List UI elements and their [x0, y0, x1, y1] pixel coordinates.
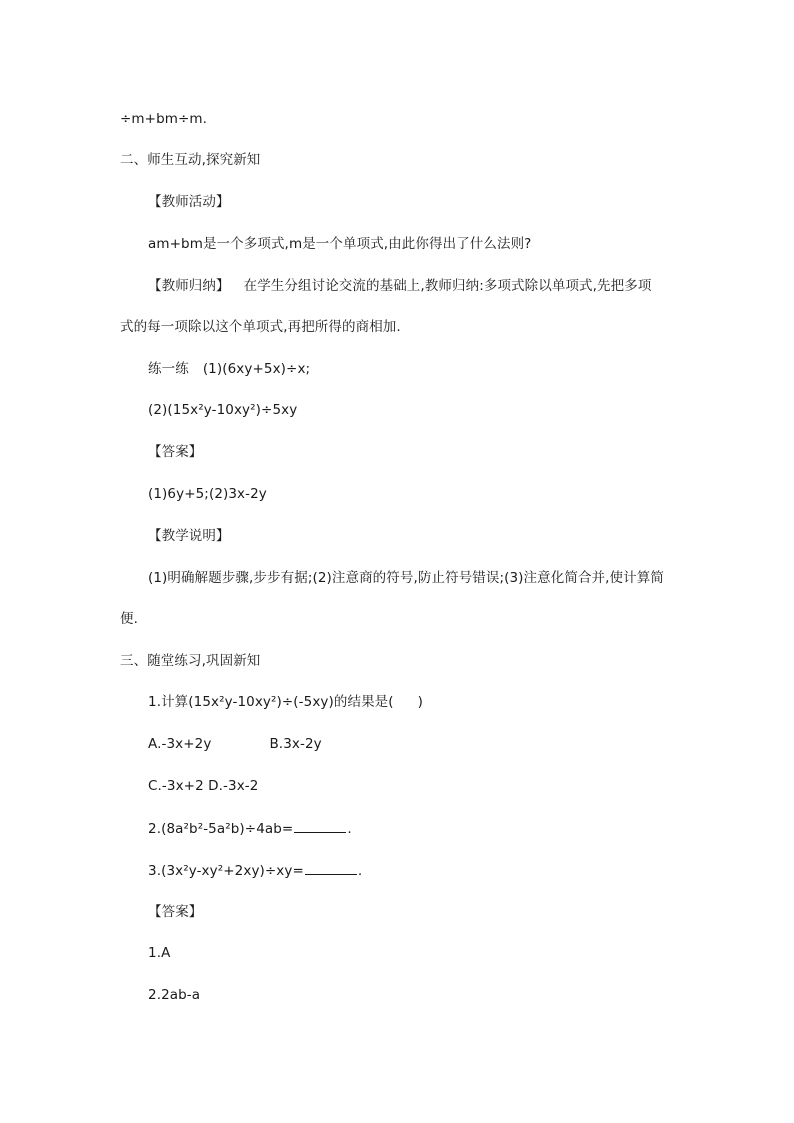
exercise-3-period: .	[357, 863, 363, 879]
teaching-notes-continued: 便.	[120, 611, 138, 627]
answer-1: 1.A	[148, 945, 171, 961]
text-line	[148, 401, 297, 419]
label-line	[148, 443, 202, 461]
text-line	[120, 318, 401, 336]
text-line	[148, 986, 200, 1004]
question-text: am+bm是一个多项式,m是一个单项式,由此你得出了什么法则?	[148, 236, 532, 252]
section-heading-text: 三、随堂练习,巩固新知	[120, 653, 261, 669]
text-line	[148, 485, 267, 503]
teaching-notes-text: (1)明确解题步骤,步步有据;(2)注意商的符号,防止符号错误;(3)注意化简合并,使计算简	[148, 570, 664, 586]
text-line	[148, 735, 322, 753]
answer-blank	[305, 861, 357, 875]
summary-text: 在学生分组讨论交流的基础上,教师归纳:多项式除以单项式,先把多项	[243, 278, 652, 294]
label-line	[148, 193, 230, 211]
exercise-1-question: 1.计算(15x²y-10xy²)÷(-5xy)的结果是(	[148, 694, 394, 710]
section-heading	[120, 652, 260, 670]
options-c-d: C.-3x+2 D.-3x-2	[148, 778, 259, 794]
option-a: A.-3x+2y	[148, 736, 212, 752]
teaching-notes-label: 【教学说明】	[148, 528, 230, 544]
exercise-1-paren: )	[417, 694, 424, 710]
practice-label: 练一练	[148, 361, 189, 377]
teacher-activity-label: 【教师活动】	[148, 194, 230, 210]
summary-text-continued: 式的每一项除以这个单项式,再把所得的商相加.	[120, 319, 401, 335]
section-heading-text: 二、师生互动,探究新知	[120, 152, 261, 168]
text-line	[148, 360, 310, 378]
answer-text: (1)6y+5;(2)3x-2y	[148, 486, 267, 502]
text-line	[120, 110, 207, 128]
text-line	[120, 610, 138, 628]
section-heading	[120, 151, 260, 169]
text-line	[148, 777, 258, 795]
formula-fragment: ÷m+bm÷m.	[120, 111, 208, 127]
option-b: B.3x-2y	[269, 736, 322, 752]
text-line	[148, 861, 362, 880]
exercise-3-question: 3.(3x²y-xy²+2xy)÷xy=	[148, 863, 304, 879]
answer-label: 【答案】	[148, 904, 203, 920]
exercise-2-period: .	[347, 821, 352, 837]
practice-item-1: (1)(6xy+5x)÷x;	[202, 361, 311, 377]
label-line	[148, 527, 230, 545]
teacher-summary-label: 【教师归纳】	[148, 278, 230, 294]
answer-label: 【答案】	[148, 444, 203, 460]
text-line	[148, 569, 664, 587]
label-line	[148, 903, 202, 921]
text-line	[148, 944, 170, 962]
text-line	[148, 693, 423, 711]
text-line	[148, 277, 651, 295]
practice-item-2: (2)(15x²y-10xy²)÷5xy	[148, 402, 298, 418]
text-line	[148, 819, 352, 838]
exercise-2-question: 2.(8a²b²-5a²b)÷4ab=	[148, 821, 294, 837]
text-line	[148, 235, 531, 253]
answer-blank	[294, 819, 346, 833]
answer-2: 2.2ab-a	[148, 987, 201, 1003]
